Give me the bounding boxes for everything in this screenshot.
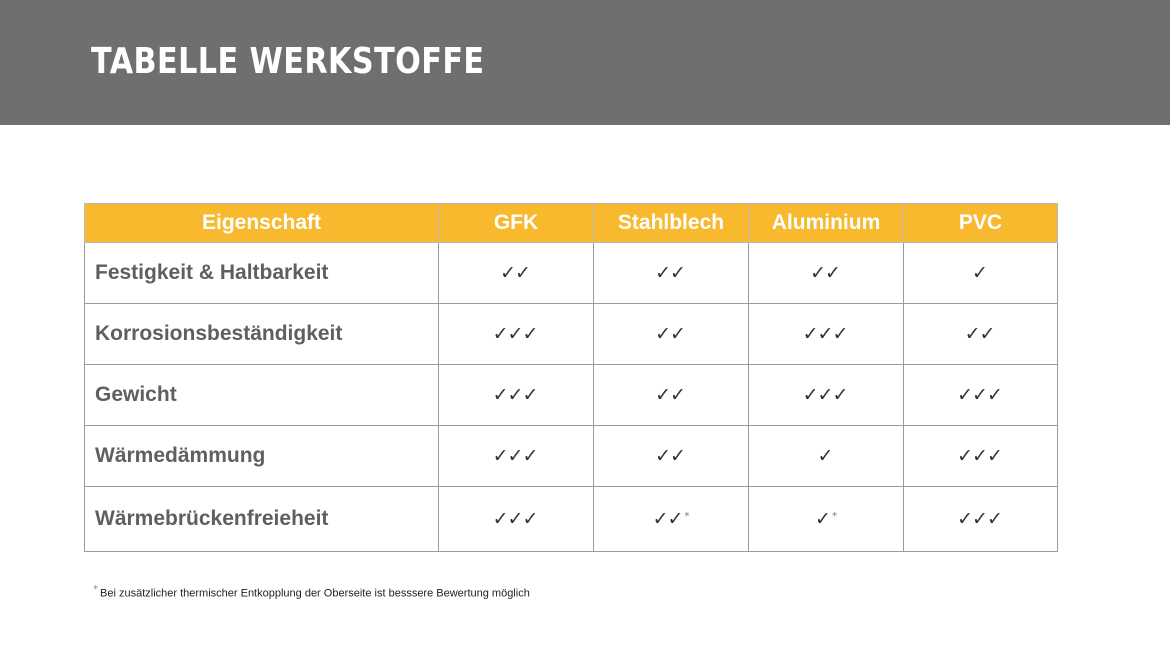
column-header-stahlblech: Stahlblech — [594, 204, 749, 243]
check-rating: ✓✓✓ — [957, 445, 1002, 467]
table-row — [85, 487, 1058, 552]
rating-cell-pvc — [904, 365, 1058, 426]
rating-cell-gfk — [439, 304, 594, 365]
footnote-text: Bei zusätzlicher thermischer Entkopplung der Oberseite ist besssere Bewertung möglich — [100, 587, 530, 600]
asterisk-mark: * — [831, 510, 837, 522]
rating-cell-pvc — [904, 426, 1058, 487]
footnote — [93, 584, 530, 600]
rating-cell-pvc — [904, 243, 1058, 304]
rating-cell-pvc — [904, 487, 1058, 552]
column-header-gfk: GFK — [439, 204, 594, 243]
property-cell: Festigkeit & Haltbarkeit — [85, 243, 439, 304]
materials-table — [84, 203, 1058, 552]
check-rating: ✓✓ — [652, 508, 683, 530]
check-rating: ✓✓✓ — [957, 384, 1002, 406]
check-rating: ✓✓ — [655, 445, 685, 467]
rating-cell-gfk — [439, 426, 594, 487]
rating-cell-aluminium — [749, 243, 904, 304]
check-rating: ✓✓✓ — [957, 508, 1002, 530]
rating-cell-aluminium — [749, 365, 904, 426]
rating-cell-stahlblech — [594, 426, 749, 487]
rating-cell-stahlblech — [594, 487, 749, 552]
check-rating: ✓✓✓ — [492, 323, 538, 345]
check-rating: ✓ — [972, 262, 987, 284]
rating-cell-pvc — [904, 304, 1058, 365]
check-rating: ✓✓ — [810, 262, 840, 284]
header-bar — [0, 0, 1170, 125]
check-rating: ✓✓ — [655, 262, 685, 284]
check-rating: ✓ — [817, 445, 833, 467]
property-cell: Wärmebrückenfreieheit — [85, 487, 439, 552]
table-row — [85, 243, 1058, 304]
table-row — [85, 365, 1058, 426]
rating-cell-stahlblech — [594, 243, 749, 304]
rating-cell-gfk — [439, 487, 594, 552]
check-rating: ✓✓✓ — [492, 508, 538, 530]
table-header-row — [85, 204, 1058, 243]
rating-cell-gfk — [439, 365, 594, 426]
check-rating: ✓✓✓ — [802, 384, 848, 406]
check-rating: ✓✓ — [964, 323, 995, 345]
rating-cell-aluminium — [749, 426, 904, 487]
column-header-pvc: PVC — [904, 204, 1058, 243]
page-title: TABELLE WERKSTOFFE — [91, 41, 485, 82]
rating-cell-aluminium — [749, 304, 904, 365]
check-rating: ✓✓ — [655, 384, 685, 406]
asterisk-mark: * — [684, 510, 690, 522]
table-row — [85, 426, 1058, 487]
property-cell: Korrosionsbeständigkeit — [85, 304, 439, 365]
footnote-asterisk: * — [93, 584, 98, 595]
check-rating: ✓✓✓ — [492, 384, 538, 406]
check-rating: ✓✓✓ — [802, 323, 848, 345]
table-row — [85, 304, 1058, 365]
rating-cell-gfk — [439, 243, 594, 304]
column-header-property: Eigenschaft — [85, 204, 439, 243]
property-cell: Gewicht — [85, 365, 439, 426]
rating-cell-stahlblech — [594, 365, 749, 426]
column-header-aluminium: Aluminium — [749, 204, 904, 243]
check-rating: ✓✓ — [655, 323, 685, 345]
rating-cell-stahlblech — [594, 304, 749, 365]
check-rating: ✓✓ — [500, 262, 530, 284]
check-rating: ✓✓✓ — [492, 445, 538, 467]
property-cell: Wärmedämmung — [85, 426, 439, 487]
check-rating: ✓ — [815, 508, 830, 530]
rating-cell-aluminium — [749, 487, 904, 552]
